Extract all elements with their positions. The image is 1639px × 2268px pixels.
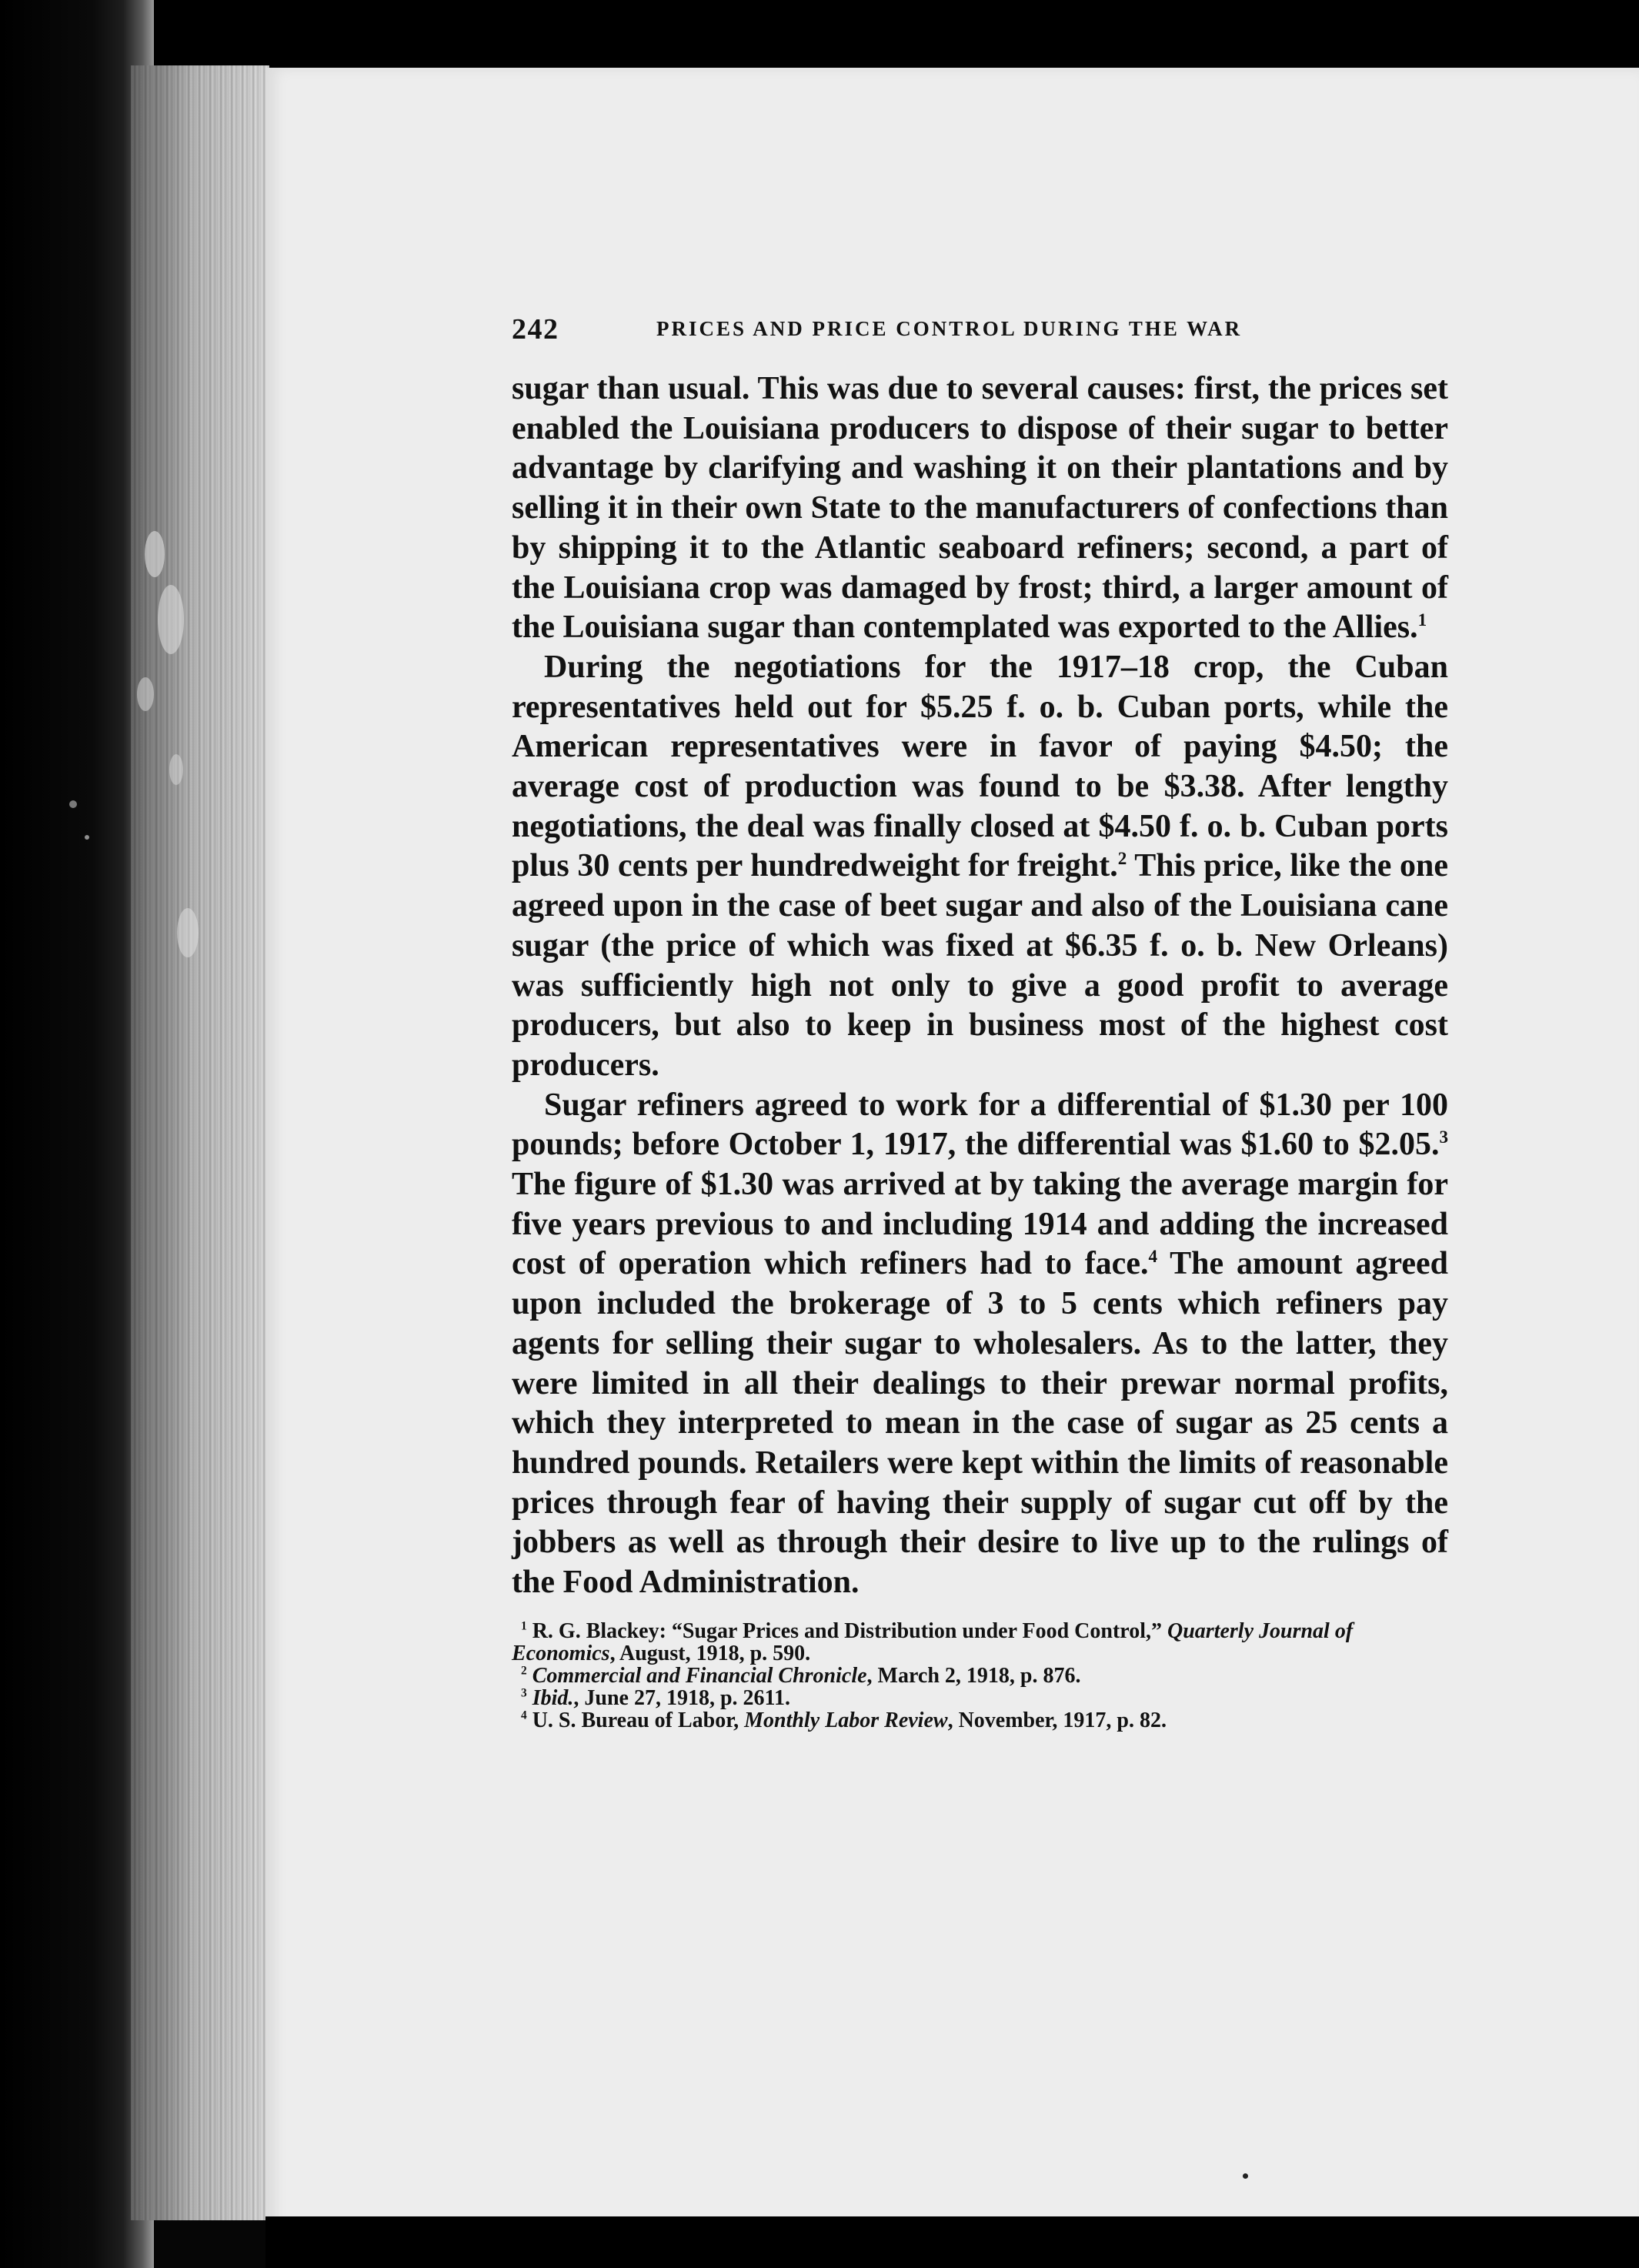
paragraph-1 bbox=[512, 369, 1448, 648]
footnote-mark: 2 bbox=[521, 1664, 527, 1678]
page-number: 242 bbox=[512, 313, 559, 346]
footnote-italic-title: Monthly Labor Review bbox=[744, 1708, 948, 1732]
fore-edge-shadow bbox=[131, 65, 269, 2220]
footnote-3 bbox=[512, 1687, 1448, 1709]
footnote-ref-4: 4 bbox=[1148, 1246, 1158, 1267]
running-title: PRICES AND PRICE CONTROL DURING THE WAR bbox=[656, 317, 1243, 340]
footnote-mark: 1 bbox=[521, 1619, 527, 1633]
edge-speckle bbox=[69, 800, 77, 808]
edge-speckle bbox=[177, 908, 199, 957]
footnote-italic-title: Quarterly Journal of Economics bbox=[512, 1618, 1354, 1665]
footnote-italic-title: Commercial and Financial Chronicle bbox=[532, 1663, 867, 1688]
footnote-mark: 3 bbox=[521, 1686, 527, 1700]
edge-speckle bbox=[169, 754, 183, 785]
edge-speckle bbox=[158, 585, 184, 654]
book-page bbox=[265, 68, 1639, 2234]
footnote-text: U. S. Bureau of Labor, bbox=[526, 1708, 745, 1732]
footnote-text: , March 2, 1918, p. 876. bbox=[866, 1663, 1081, 1688]
paragraph-3-text-c: The amount agreed upon included the brokerage of 3 to 5 cents which refiners pay agents for selling their sugar to wholesalers. As to the latter, they were limited in all their dealings to their prewar normal profits, which they interpreted to mean in the case of sugar as 25 cents a hundred pounds. Retailers were kept within the limits of reasonable prices through fear of having their supply of sugar cut off by the jobbers as well as through their desire to live up to the rulings of the Food Administration. bbox=[512, 1246, 1448, 1601]
paragraph-2-text-b: This price, like the one agreed upon in the case of beet sugar and also of the Louisiana cane sugar (the price of which was fixed at $6.35 f. o. b. New Orleans) was sufficiently high not only to give a good profit to average producers, but also to keep in business most of the highest cost producers. bbox=[512, 848, 1448, 1083]
print-speck bbox=[1243, 2173, 1248, 2179]
footnotes bbox=[512, 1620, 1448, 1732]
paragraph-3-text-a: Sugar refiners agreed to work for a differential of $1.30 per 100 pounds; before October 1, 1917, the differential was $1.60 to $2.05. bbox=[512, 1087, 1448, 1163]
edge-speckle bbox=[137, 677, 154, 711]
paragraph-2 bbox=[512, 648, 1448, 1086]
footnote-2 bbox=[512, 1665, 1448, 1687]
top-scan-border bbox=[0, 0, 1639, 73]
bottom-scan-border bbox=[265, 2216, 1639, 2268]
paragraph-3-text-b: The figure of $1.30 was arrived at by taking the average margin for five years previous to and including 1914 and adding the increased cost of operation which refiners had to face. bbox=[512, 1167, 1448, 1282]
paragraph-2-text-a: During the negotiations for the 1917–18 crop, the Cuban representatives held out for $5.25 f. o. b. Cuban ports, while the American representatives were in favor of paying $4.50; the average cost of production was found to be $3.38. After lengthy negotiations, the deal was finally closed at $4.50 f. o. b. Cuban ports plus 30 cents per hundredweight for freight. bbox=[512, 649, 1448, 884]
edge-speckle bbox=[85, 835, 89, 840]
edge-speckle bbox=[145, 531, 165, 577]
footnote-mark: 4 bbox=[521, 1709, 527, 1722]
footnote-ref-2: 2 bbox=[1117, 848, 1127, 869]
footnote-text: , November, 1917, p. 82. bbox=[947, 1708, 1167, 1732]
footnote-text bbox=[527, 1664, 532, 1688]
body-text bbox=[512, 369, 1448, 1603]
footnote-text: R. G. Blackey: “Sugar Prices and Distribution under Food Control,” bbox=[526, 1618, 1167, 1643]
footnote-italic-title: Ibid. bbox=[532, 1685, 574, 1710]
footnote-1 bbox=[512, 1620, 1448, 1665]
paragraph-3 bbox=[512, 1086, 1448, 1603]
footnote-text: , June 27, 1918, p. 2611. bbox=[573, 1685, 790, 1710]
footnote-text: , August, 1918, p. 590. bbox=[609, 1641, 811, 1665]
footnote-4 bbox=[512, 1709, 1448, 1732]
running-head bbox=[512, 312, 1639, 359]
paragraph-1-text: sugar than usual. This was due to several causes: first, the prices set enabled the Louisiana producers to dispose of their sugar to better advantage by clarifying and washing it on their plantations and by selling it in their own State to the manufacturers of confections than by shipping it to the Atlantic seaboard refiners; second, a part of the Louisiana crop was damaged by frost; third, a larger amount of the Louisiana sugar than contemplated was exported to the Allies. bbox=[512, 371, 1448, 646]
page-content bbox=[512, 312, 1639, 1732]
footnote-ref-1: 1 bbox=[1417, 610, 1427, 630]
footnote-ref-3: 3 bbox=[1439, 1127, 1448, 1147]
footnote-text bbox=[527, 1686, 532, 1710]
